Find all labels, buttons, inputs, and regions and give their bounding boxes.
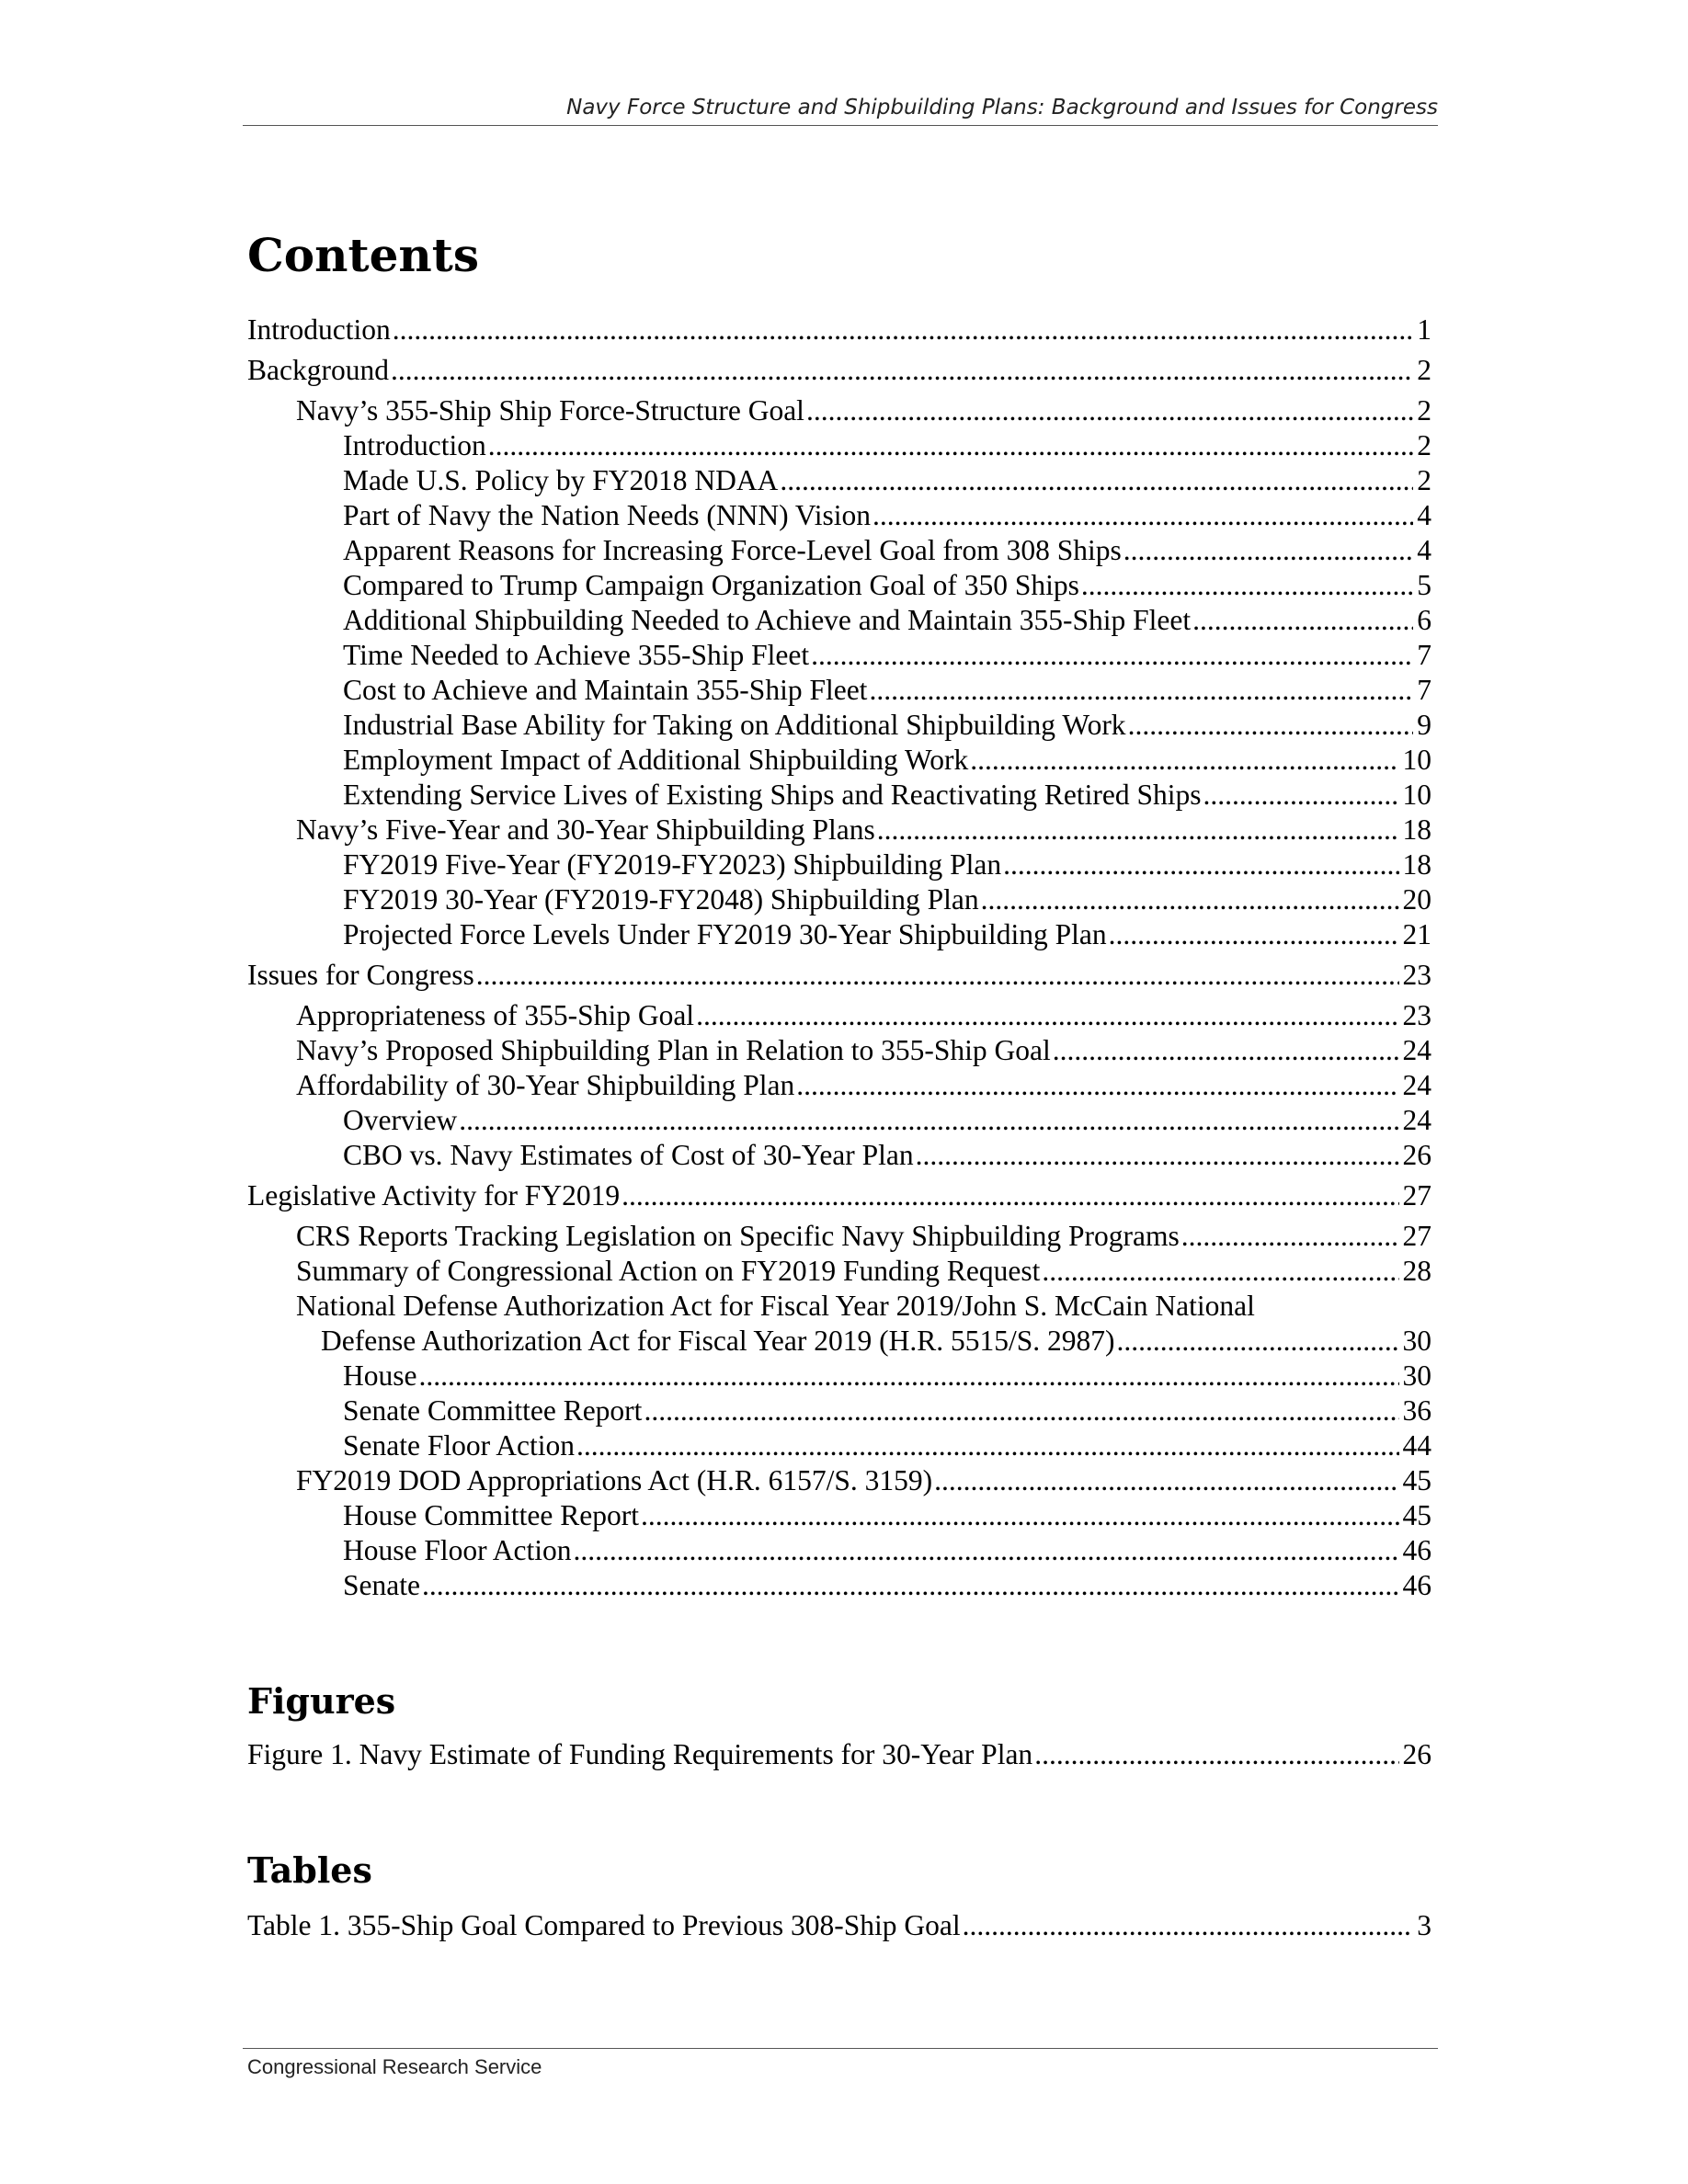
running-header: Navy Force Structure and Shipbuilding Plans: Background and Issues for Congress [566,96,1438,119]
dot-leader [1003,847,1398,882]
toc-page-number: 18 [1402,813,1431,846]
toc-entry[interactable] [247,1324,1431,1359]
footer-divider [243,2048,1438,2049]
toc-page-number: 23 [1402,959,1431,991]
toc-page-number: 30 [1402,1325,1431,1357]
header-divider [243,125,1438,126]
toc-entry[interactable] [247,393,1431,428]
toc-page-number: 36 [1402,1394,1431,1427]
toc-entry[interactable] [247,1254,1431,1289]
toc-entry-title: Overview [343,1104,458,1136]
toc-page-number: 44 [1402,1429,1431,1462]
toc-page-number: 2 [1417,429,1431,461]
toc-page-number: 45 [1402,1499,1431,1531]
dot-leader [873,498,1413,533]
toc-page-number: 10 [1402,744,1431,776]
toc-page-number: 2 [1417,394,1431,427]
toc-page-number: 18 [1402,848,1431,881]
dot-leader [1081,568,1413,603]
dot-leader [796,1068,1398,1103]
dot-leader [476,958,1399,993]
toc-entry[interactable] [247,1138,1431,1173]
toc-entry[interactable] [247,917,1431,952]
toc-entry[interactable] [247,673,1431,708]
toc-page-number: 30 [1402,1359,1431,1392]
toc-entry[interactable] [247,463,1431,498]
toc-entry[interactable] [247,743,1431,778]
toc-entry[interactable] [247,847,1431,882]
toc-entry-title: Extending Service Lives of Existing Ships and Reactivating Retired Ships [343,779,1202,811]
toc-entry[interactable] [247,708,1431,743]
toc-page-number: 7 [1417,674,1431,706]
dot-leader [696,998,1398,1033]
toc-entry-title: Compared to Trump Campaign Organization Goal of 350 Ships [343,569,1079,601]
toc-entry[interactable] [247,1359,1431,1393]
toc-page-number: 27 [1402,1179,1431,1211]
figures-list [247,1737,1431,1772]
dot-leader [419,1359,1399,1393]
toc-entry[interactable] [247,603,1431,638]
toc-entry-title: Projected Force Levels Under FY2019 30-Year Shipbuilding Plan [343,918,1107,950]
dot-leader [877,813,1399,847]
figure-entry[interactable] [247,1737,1431,1772]
toc-entry-title: Navy’s 355-Ship Ship Force-Structure Goal [296,394,804,427]
dot-leader [1203,778,1398,813]
dot-leader [574,1533,1399,1568]
toc-entry-title: Industrial Base Ability for Taking on Additional Shipbuilding Work [343,709,1126,741]
toc-entry-title: FY2019 Five-Year (FY2019-FY2023) Shipbuilding Plan [343,848,1002,881]
dot-leader [934,1463,1398,1498]
toc-entry[interactable] [247,998,1431,1033]
toc-entry-title: Senate Floor Action [343,1429,575,1462]
toc-entry[interactable] [247,1103,1431,1138]
toc-page-number: 23 [1402,999,1431,1031]
table-entry[interactable] [247,1908,1431,1943]
dot-leader [1181,1219,1399,1254]
toc-entry[interactable] [247,958,1431,993]
dot-leader [963,1908,1414,1943]
toc-entry[interactable] [247,1033,1431,1068]
toc-page-number: 10 [1402,779,1431,811]
toc-entry-title: FY2019 30-Year (FY2019-FY2048) Shipbuilding Plan [343,883,979,916]
toc-entry-title: House Committee Report [343,1499,639,1531]
toc-entry-title: Introduction [247,313,391,346]
dot-leader [393,313,1414,347]
toc-entry[interactable] [247,1428,1431,1463]
toc-entry-title: Summary of Congressional Action on FY2019 Funding Request [296,1255,1041,1287]
toc-entry[interactable] [247,533,1431,568]
toc-entry[interactable] [247,882,1431,917]
toc-entry-title: CRS Reports Tracking Legislation on Specific Navy Shipbuilding Programs [296,1220,1180,1252]
dot-leader [488,428,1414,463]
dot-leader [641,1498,1399,1533]
dot-leader [1117,1324,1399,1359]
table-of-contents [247,313,1431,1603]
toc-entry-title: Affordability of 30-Year Shipbuilding Plan [296,1069,795,1101]
toc-entry-title: Background [247,354,389,386]
dot-leader [1034,1737,1398,1772]
toc-page-number: 46 [1402,1534,1431,1566]
toc-entry[interactable] [247,1178,1431,1213]
tables-heading: Tables [247,1849,372,1891]
toc-page-number: 24 [1402,1034,1431,1066]
toc-entry[interactable] [247,428,1431,463]
dot-leader [970,743,1398,778]
toc-entry-title: Navy’s Five-Year and 30-Year Shipbuilding Plans [296,813,875,846]
toc-entry[interactable] [247,813,1431,847]
table-page-number: 3 [1417,1909,1431,1941]
dot-leader [644,1393,1398,1428]
toc-entry-title: Cost to Achieve and Maintain 355-Ship Fleet [343,674,868,706]
dot-leader [1192,603,1413,638]
toc-entry[interactable] [247,568,1431,603]
toc-entry[interactable] [247,638,1431,673]
toc-entry[interactable] [247,1219,1431,1254]
dot-leader [1042,1254,1398,1289]
toc-entry-title: Time Needed to Achieve 355-Ship Fleet [343,639,810,671]
toc-entry[interactable] [247,498,1431,533]
toc-entry-title: Senate [343,1569,420,1601]
toc-page-number: 4 [1417,534,1431,566]
toc-page-number: 4 [1417,499,1431,531]
toc-page-number: 46 [1402,1569,1431,1601]
toc-page-number: 9 [1417,709,1431,741]
toc-entry[interactable] [247,1498,1431,1533]
toc-entry-title: Additional Shipbuilding Needed to Achieve and Maintain 355-Ship Fleet [343,604,1192,636]
toc-entry-title: Legislative Activity for FY2019 [247,1179,621,1211]
toc-entry[interactable] [247,1393,1431,1428]
toc-entry-title: Introduction [343,429,486,461]
dot-leader [780,463,1413,498]
figure-page-number: 26 [1402,1738,1431,1770]
dot-leader [869,673,1413,708]
toc-page-number: 1 [1417,313,1431,346]
toc-entry-title: House Floor Action [343,1534,572,1566]
toc-entry-title: Part of Navy the Nation Needs (NNN) Vision [343,499,872,531]
toc-entry[interactable] [247,778,1431,813]
toc-entry-title: CBO vs. Navy Estimates of Cost of 30-Year Plan [343,1139,914,1171]
toc-page-number: 2 [1417,354,1431,386]
toc-entry-title: Appropriateness of 355-Ship Goal [296,999,695,1031]
dot-leader [811,638,1413,673]
toc-page-number: 21 [1402,918,1431,950]
toc-entry[interactable] [247,1533,1431,1568]
contents-heading: Contents [247,228,480,282]
toc-entry[interactable] [247,313,1431,347]
dot-leader [1128,708,1414,743]
toc-page-number: 2 [1417,464,1431,496]
toc-page-number: 28 [1402,1255,1431,1287]
dot-leader [459,1103,1398,1138]
toc-entry-title: Issues for Congress [247,959,474,991]
toc-page-number: 6 [1417,604,1431,636]
toc-entry-title: Senate Committee Report [343,1394,643,1427]
toc-entry-title: FY2019 DOD Appropriations Act (H.R. 6157/S. 3159) [296,1464,933,1496]
toc-page-number: 24 [1402,1104,1431,1136]
dot-leader [1109,917,1399,952]
dot-leader [806,393,1413,428]
dot-leader [1053,1033,1399,1068]
toc-page-number: 27 [1402,1220,1431,1252]
dot-leader [576,1428,1399,1463]
dot-leader [981,882,1399,917]
toc-entry-title: Made U.S. Policy by FY2018 NDAA [343,464,779,496]
toc-entry[interactable] [247,353,1431,388]
toc-page-number: 5 [1417,569,1431,601]
figures-heading: Figures [247,1680,396,1722]
toc-entry[interactable] [247,1463,1431,1498]
tables-list [247,1908,1431,1943]
toc-page-number: 20 [1402,883,1431,916]
table-entry-title: Table 1. 355-Ship Goal Compared to Previous 308-Ship Goal [247,1909,961,1941]
toc-page-number: 45 [1402,1464,1431,1496]
dot-leader [1123,533,1413,568]
toc-entry[interactable] [247,1068,1431,1103]
figure-entry-title: Figure 1. Navy Estimate of Funding Requirements for 30-Year Plan [247,1738,1033,1770]
toc-entry-title: House [343,1359,417,1392]
toc-entry[interactable] [247,1568,1431,1603]
toc-page-number: 24 [1402,1069,1431,1101]
toc-entry-title-line2: Defense Authorization Act for Fiscal Year 2019 (H.R. 5515/S. 2987) [321,1325,1115,1357]
toc-entry-title: Employment Impact of Additional Shipbuilding Work [343,744,969,776]
dot-leader [391,353,1413,388]
dot-leader [916,1138,1399,1173]
toc-page-number: 26 [1402,1139,1431,1171]
footer-text: Congressional Research Service [247,2055,542,2078]
toc-entry-title-line1[interactable]: National Defense Authorization Act for Fiscal Year 2019/John S. McCain National [296,1290,1255,1322]
toc-page-number: 7 [1417,639,1431,671]
dot-leader [422,1568,1399,1603]
toc-entry-title: Apparent Reasons for Increasing Force-Level Goal from 308 Ships [343,534,1122,566]
toc-entry-title: Navy’s Proposed Shipbuilding Plan in Relation to 355-Ship Goal [296,1034,1051,1066]
dot-leader [622,1178,1398,1213]
